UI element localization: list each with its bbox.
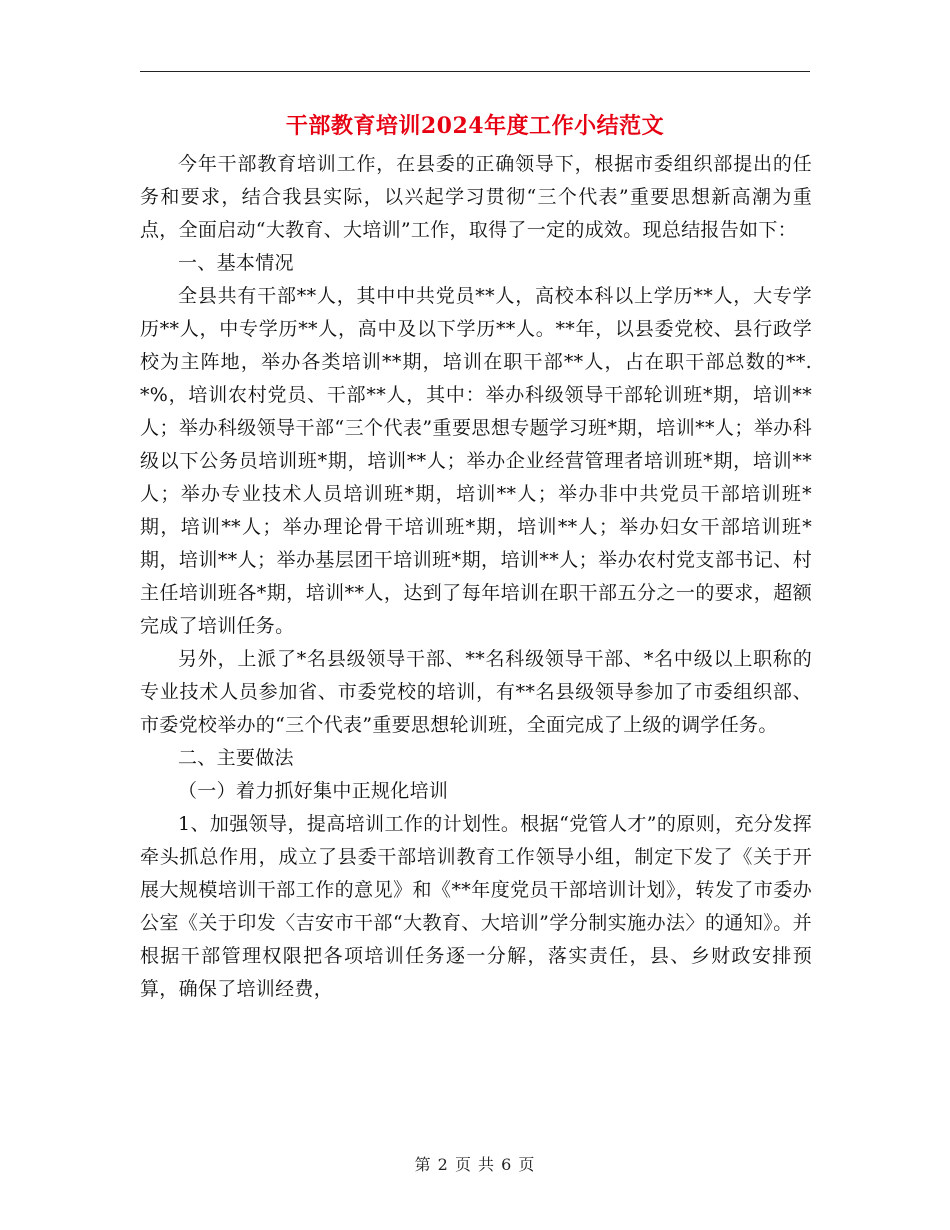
- subsection-heading-centralized-training: （一）着力抓好集中正规化培训: [178, 780, 449, 802]
- leadership-planning-paragraph: 1、加强领导，提高培训工作的计划性。根据“党管人才”的原则，充分发挥牵头抓总作用，成立了县委干部培训教育工作领导小组，制定下发了《关于开展大规模培训干部工作的意见》和《**年度党员干部培训计划》，转发了市委办公室《关于印发〈吉安市干部“大教育、大培训”学分制实施办法〉的通知》。并根据干部管理权限把各项培训任务逐一分解，落实责任，县、乡财政安排预算，确保了培训经费，: [140, 813, 812, 1000]
- basic-situation-paragraph: 全县共有干部**人，其中中共党员**人，高校本科以上学历**人，大专学历**人，中专学历**人，高中及以下学历**人。**年，以县委党校、县行政学校为主阵地，举办各类培训**期，培训在职干部**人，占在职干部总数的**.*%，培训农村党员、干部**人，其中：举办科级领导干部轮训班*期，培训**人；举办科级领导干部“三个代表”重要思想专题学习班*期，培训**人；举办科级以下公务员培训班*期，培训**人；举办企业经营管理者培训班*期，培训**人；举办专业技术人员培训班*期，培训**人；举办非中共党员干部培训班*期，培训**人；举办理论骨干培训班*期，培训**人；举办妇女干部培训班*期，培训**人；举办基层团干培训班*期，培训**人；举办农村党支部书记、村主任培训班各*期，培训**人，达到了每年培训在职干部五分之一的要求，超额完成了培训任务。: [140, 285, 812, 637]
- document-body: [140, 148, 812, 1006]
- header-rule: [140, 71, 810, 72]
- page-number-footer: 第 2 页 共 6 页: [414, 1155, 536, 1174]
- document-title: 干部教育培训2024年度工作小结范文: [285, 113, 665, 139]
- additional-training-paragraph: 另外，上派了*名县级领导干部、**名科级领导干部、*名中级以上职称的专业技术人员参加省、市委党校的培训，有**名县级领导参加了市委组织部、市委党校举办的“三个代表”重要思想轮训班，全面完成了上级的调学任务。: [140, 648, 812, 736]
- section-heading-main-practices: 二、主要做法: [178, 747, 294, 769]
- section-heading-basic-situation: 一、基本情况: [178, 252, 294, 274]
- intro-paragraph: 今年干部教育培训工作，在县委的正确领导下，根据市委组织部提出的任务和要求，结合我县实际，以兴起学习贯彻“三个代表”重要思想新高潮为重点，全面启动“大教育、大培训”工作，取得了一定的成效。现总结报告如下：: [140, 153, 812, 241]
